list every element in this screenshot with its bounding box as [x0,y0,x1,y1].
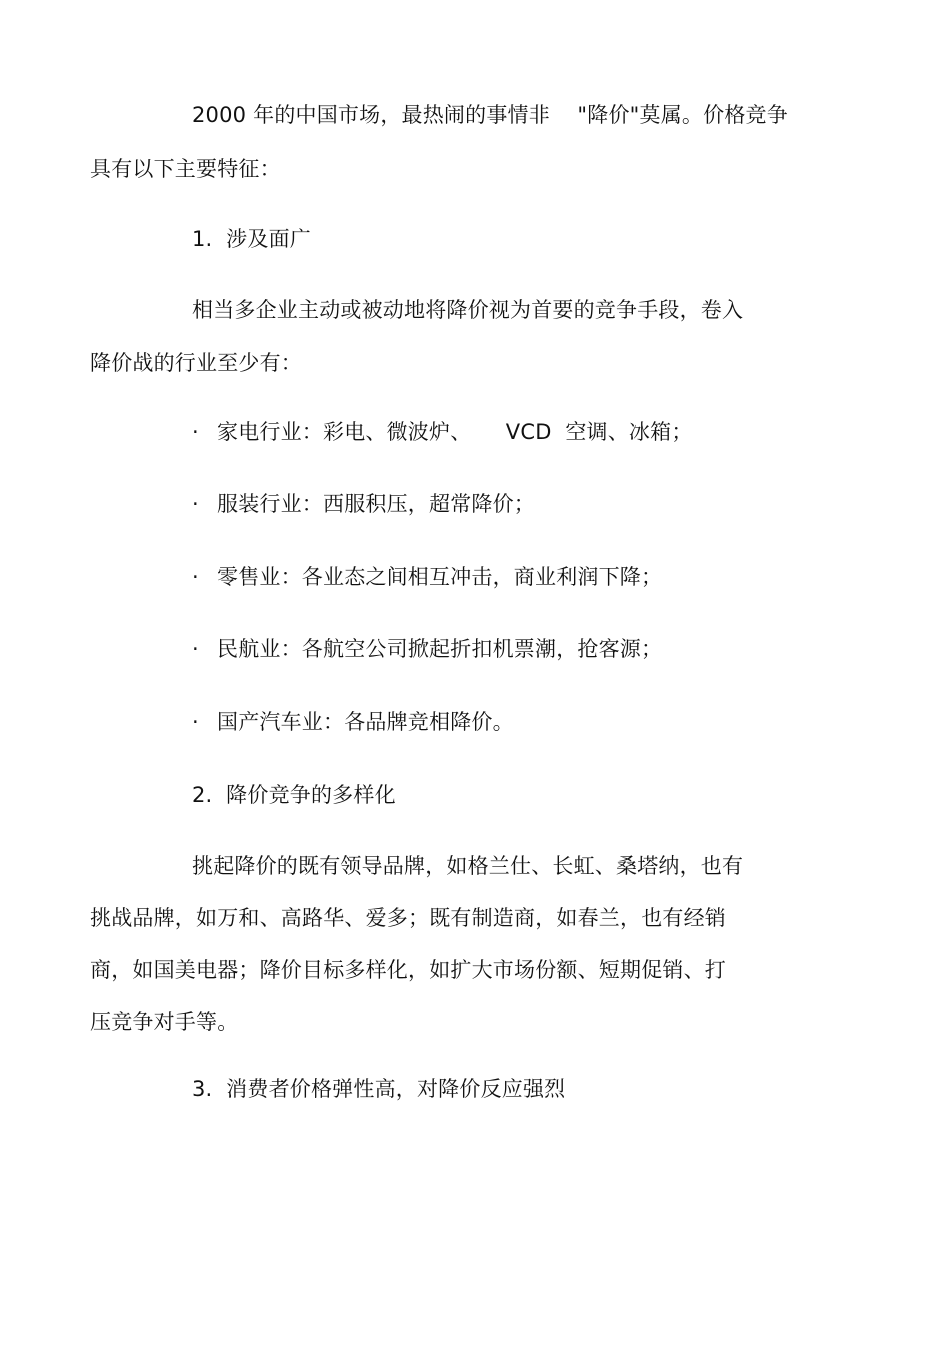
section-3-heading: 3. 消费者价格弹性高，对降价反应强烈 [192,1077,566,1101]
bullet-icon: · [192,565,199,589]
section-1-paragraph-line-2: 降价战的行业至少有： [90,351,302,375]
bullet-icon: · [192,492,199,516]
section-2-heading: 2. 降价竞争的多样化 [192,783,396,807]
bullet-item: 服装行业：西服积压，超常降价； [217,492,535,516]
bullet-item: 民航业：各航空公司掀起折扣机票潮，抢客源； [217,637,663,661]
intro-line-1: 2000 年的中国市场，最热闹的事情非 "降价"莫属。价格竞争 [192,103,788,127]
section-2-paragraph-line: 商，如国美电器；降价目标多样化，如扩大市场份额、短期促销、打 [90,958,726,982]
section-1-heading: 1. 涉及面广 [192,227,311,251]
section-2-paragraph-line: 挑起降价的既有领导品牌，如格兰仕、长虹、桑塔纳，也有 [192,854,744,878]
bullet-item: 家电行业：彩电、微波炉、 VCD 空调、冰箱； [217,420,693,444]
section-2-paragraph-line: 压竞争对手等。 [90,1010,239,1034]
bullet-icon: · [192,710,199,734]
section-1-paragraph-line-1: 相当多企业主动或被动地将降价视为首要的竞争手段，卷入 [192,298,744,322]
bullet-icon: · [192,420,199,444]
bullet-item: 国产汽车业：各品牌竞相降价。 [217,710,514,734]
intro-line-2: 具有以下主要特征： [90,157,281,181]
bullet-icon: · [192,637,199,661]
bullet-item: 零售业：各业态之间相互冲击，商业利润下降； [217,565,663,589]
section-2-paragraph-line: 挑战品牌，如万和、高路华、爱多；既有制造商，如春兰，也有经销 [90,906,726,930]
